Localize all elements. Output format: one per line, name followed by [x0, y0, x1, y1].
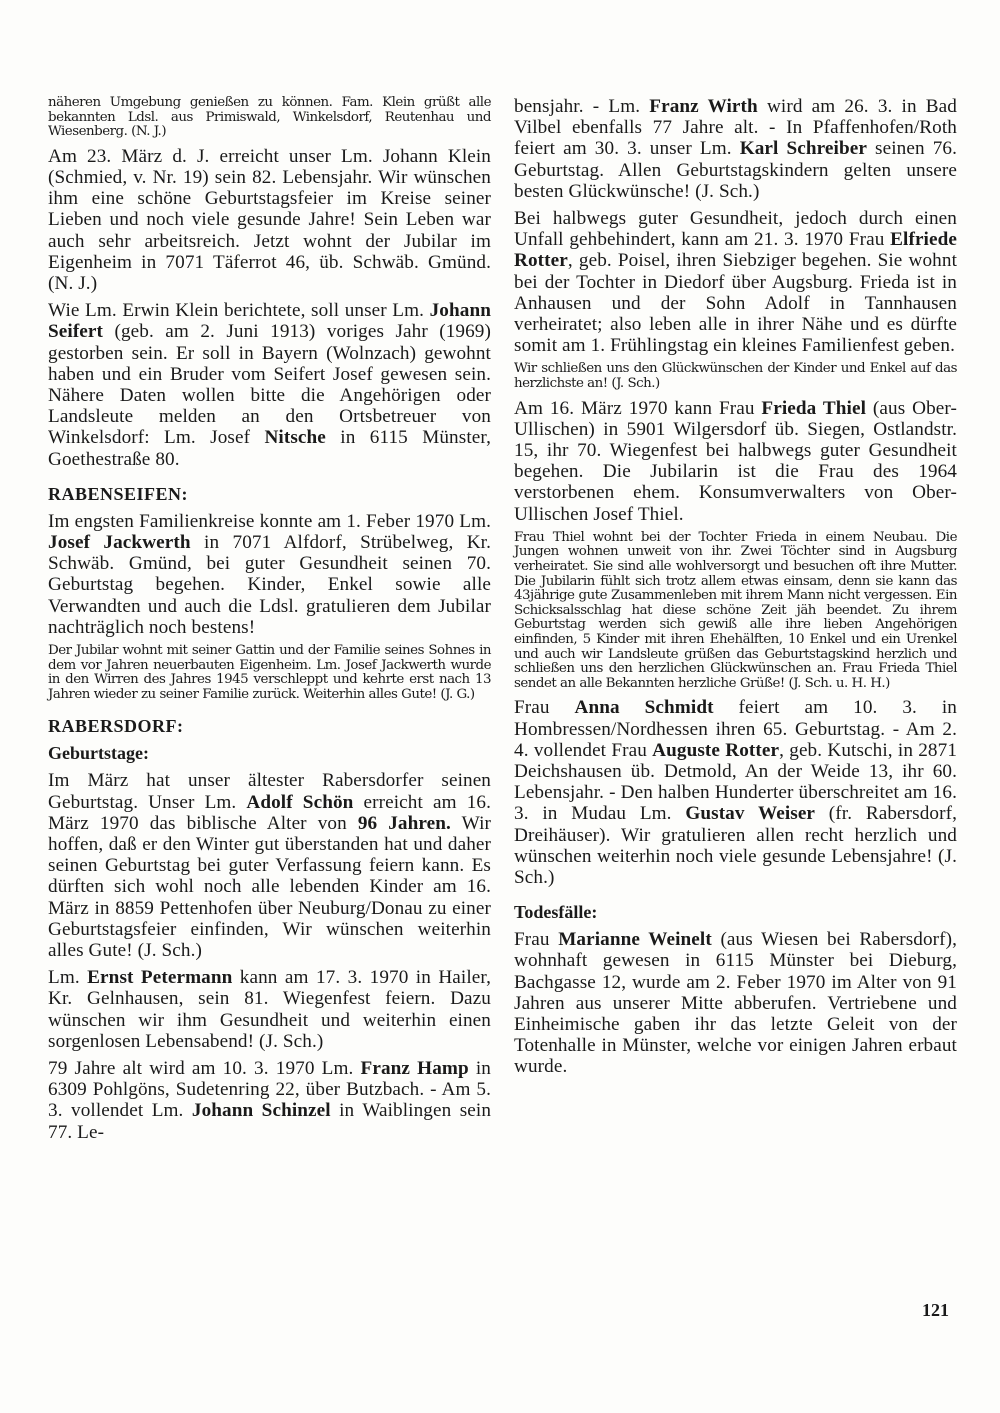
- paragraph-elfriede-rotter: Bei halbwegs guter Gesundheit, jedoch durch einen Unfall gehbehindert, kann am 21. 3. 1970 Frau Elfriede Rotter, geb. Poisel, ihren Siebziger begehen. Sie wohnt bei der Tochter in Diedorf über Augsburg. Frieda ist in Anhausen und der Sohn Adolf in Tannhausen verheiratet; also leben alle in ihrer Nähe und es dürfte somit am 1. Frühlingstag ein kleines Familienfest geben.: [514, 208, 957, 357]
- age-96-jahren: 96 Jahren.: [357, 812, 451, 834]
- name-franz-hamp: Franz Hamp: [360, 1058, 469, 1080]
- subheading-geburtstage: Geburtstage:: [48, 743, 149, 764]
- name-adolf-schoen: Adolf Schön: [246, 791, 354, 813]
- paragraph-thiel-details: Frau Thiel wohnt bei der Tochter Frieda in einem Neubau. Die Jungen wohnen unweit von ihr. Zwei Töchter sind in Augsburg verheiratet. Sie sind alle wohlversorgt und besuchen oft ihre Mutter. Die Jubilarin fühlt sich trotz allem etwas einsam, denn sie kann das 43jährige gute Zusammenleben mit ihrem Mann nicht vergessen. Ein Schicksalsschlag hat diese schöne Zeit jäh beendet. Zu ihrem Geburtstag werden sich gewiß alle ihre lieben Angehörigen einfinden, 5 Kinder mit ihren Ehehälften, 10 Enkel und ein Urenkel und auch wir Landsleute grüßen das Geburtstagskind herzlich und schließen uns den herzlichen Glückwünschen an. Frau Frieda Thiel sendet an alle Bekannten herzliche Grüße! (J. Sch. u. H. H.): [514, 529, 957, 691]
- paragraph-johann-klein: Am 23. März d. J. erreicht unser Lm. Johann Klein (Schmied, v. Nr. 19) sein 82. Lebensjahr. Wir wünschen ihm eine schöne Geburtstagsfeier im Kreise seiner Lieben und noch viele gesunde Jahre! Sein Leben war auch sehr arbeitsreich. Jetzt wohnt der Jubilar im Eigenheim in 7071 Täferrot 46, üb. Schwäb. Gmünd. (N. J.): [48, 145, 491, 294]
- paragraph-adolf-schoen: Im März hat unser ältester Rabersdorfer seinen Geburtstag. Unser Lm. Adolf Schön erreicht am 16. März 1970 das biblische Alter von 96 Jahren. Wir hoffen, daß er den Winter gut überstanden hat und daher seinen Geburtstag bei guter Verfassung feiern kann. Es dürften sich wohl noch alle lebenden Kinder am 16. März in 8859 Pettenhofen über Neuburg/Donau zu einer Geburtstagsfeier einfinden, Wir wünschen weiterhin alles Gute! (J. Sch.): [48, 770, 491, 962]
- paragraph-ernst-petermann: Lm. Ernst Petermann kann am 17. 3. 1970 in Hailer, Kr. Gelnhausen, sein 81. Wiegenfest feiern. Dazu wünschen wir ihm Gesundheit und weiterhin einen sorgenlosen Lebensabend! (J. Sch.): [48, 967, 492, 1052]
- name-auguste-rotter: Auguste Rotter: [652, 739, 780, 761]
- paragraph-franz-wirth: bensjahr. - Lm. Franz Wirth wird am 26. 3. in Bad Vilbel ebenfalls 77 Jahre alt. - In Pfaffenhofen/Roth feiert am 30. 3. unser Lm. Karl Schreiber seinen 76. Geburtstag. Allen Geburtstagskindern gelten unsere besten Glückwünsche! (J. Sch.): [514, 96, 957, 202]
- paragraph-josef-jackwerth: Im engsten Familienkreise konnte am 1. Feber 1970 Lm. Josef Jackwerth in 7071 Alfdorf, Strübelweg, Kr. Schwäb. Gmünd, bei guter Gesundheit seinen 70. Geburtstag begehen. Kinder, Enkel sowie alle Verwandten und auch die Ldsl. gratulieren dem Jubilar nachträglich noch bestens!: [48, 510, 491, 638]
- name-elfriede-rotter: Elfriede Rotter: [514, 229, 957, 272]
- paragraph-jackwerth-details: Der Jubilar wohnt mit seiner Gattin und der Familie seines Sohnes in dem vor Jahren neuerbauten Eigenheim. Lm. Josef Jackwerth wurde in den Wirren des Jahres 1945 verschleppt und kehrte erst nach 13 Jahren wieder zu seiner Familie zurück. Weiterhin alles Gute! (J. G.): [48, 643, 491, 702]
- paragraph-franz-hamp: 79 Jahre alt wird am 10. 3. 1970 Lm. Franz Hamp in 6309 Pohlgöns, Sudetenring 22, über Butzbach. - Am 5. 3. vollendet Lm. Johann Schinzel in Waiblingen sein 77. Le-: [48, 1058, 492, 1143]
- paragraph-frieda-thiel: Am 16. März 1970 kann Frau Frieda Thiel (aus Ober-Ullischen) in 5901 Wilgersdorf üb. Siegen, Ostlandstr. 15, ihr 70. Wiegenfest bei halbwegs guter Gesundheit begehen. Die Jubilarin ist die Frau des 1964 verstorbenen ehem. Konsumverwalters von Ober-Ullischen Josef Thiel.: [514, 397, 957, 525]
- name-frieda-thiel: Frieda Thiel: [761, 397, 867, 419]
- paragraph-klein-greeting: näheren Umgebung genießen zu können. Fam. Klein grüßt alle bekannten Ldsl. aus Primiswald, Winkelsdorf, Reutenhau und Wiesenberg. (N. J.): [48, 95, 491, 140]
- paragraph-johann-seifert: Wie Lm. Erwin Klein berichtete, soll unser Lm. Johann Seifert (geb. am 2. Juni 1913) voriges Jahr (1969) gestorben sein. Er soll in Bayern (Wolnzach) gewohnt haben und ein Bruder vom Seifert Josef gewesen sein. Nähere Daten wollen bitte die Angehörigen oder Landsleute melden an den Ortsbetreuer von Winkelsdorf: Lm. Josef Nitsche in 6115 Münster, Goethestraße 80.: [48, 300, 491, 470]
- name-franz-wirth: Franz Wirth: [649, 96, 758, 117]
- name-johann-seifert: Johann Seifert: [48, 300, 491, 343]
- name-marianne-weinelt: Marianne Weinelt: [558, 929, 712, 951]
- name-johann-schinzel: Johann Schinzel: [191, 1100, 331, 1122]
- right-column: [514, 96, 957, 1084]
- left-column: [48, 96, 491, 1149]
- paragraph-anna-schmidt: Frau Anna Schmidt feiert am 10. 3. in Hombressen/Nordhessen ihren 65. Geburtstag. - Am 2. 4. vollendet Frau Auguste Rotter, geb. Kutschi, in 2871 Deichshausen üb. Detmold, An der Weide 13, ihr 60. Lebensjahr. - Den halben Hunderter überschreitet am 16. 3. in Mudau Lm. Gustav Weiser (fr. Rabersdorf, Dreihäuser). Wir gratulieren allen recht herzlich und wünschen weiterhin noch viele gesunde Lebensjahre! (J. Sch.): [514, 697, 958, 888]
- name-anna-schmidt: Anna Schmidt: [574, 697, 714, 719]
- name-ernst-petermann: Ernst Petermann: [87, 967, 233, 989]
- name-gustav-weiser: Gustav Weiser: [685, 803, 816, 825]
- paragraph-marianne-weinelt: Frau Marianne Weinelt (aus Wiesen bei Rabersdorf), wohnhaft gewesen in 6115 Münster bei Dieburg, Bachgasse 12, wurde am 2. Feber 1970 im Alter von 91 Jahren aus unserer Mitte abberufen. Vertriebene und Einheimische gaben ihr das letzte Geleit von der Totenhalle in Münster, welche vor einigen Jahren erbaut wurde.: [514, 929, 958, 1078]
- section-heading-rabersdorf: RABERSDORF:: [48, 716, 184, 737]
- paragraph-rotter-wishes: Wir schließen uns den Glückwünschen der Kinder und Enkel auf das herzlichste an! (J. Sch.): [514, 361, 957, 392]
- subheading-todesfaelle: Todesfälle:: [514, 902, 598, 923]
- name-josef-jackwerth: Josef Jackwerth: [48, 532, 191, 554]
- section-heading-rabenseifen: RABENSEIFEN:: [48, 483, 189, 504]
- name-karl-schreiber: Karl Schreiber: [739, 138, 867, 160]
- name-nitsche: Nitsche: [264, 427, 326, 449]
- page-number: 121: [922, 1300, 949, 1320]
